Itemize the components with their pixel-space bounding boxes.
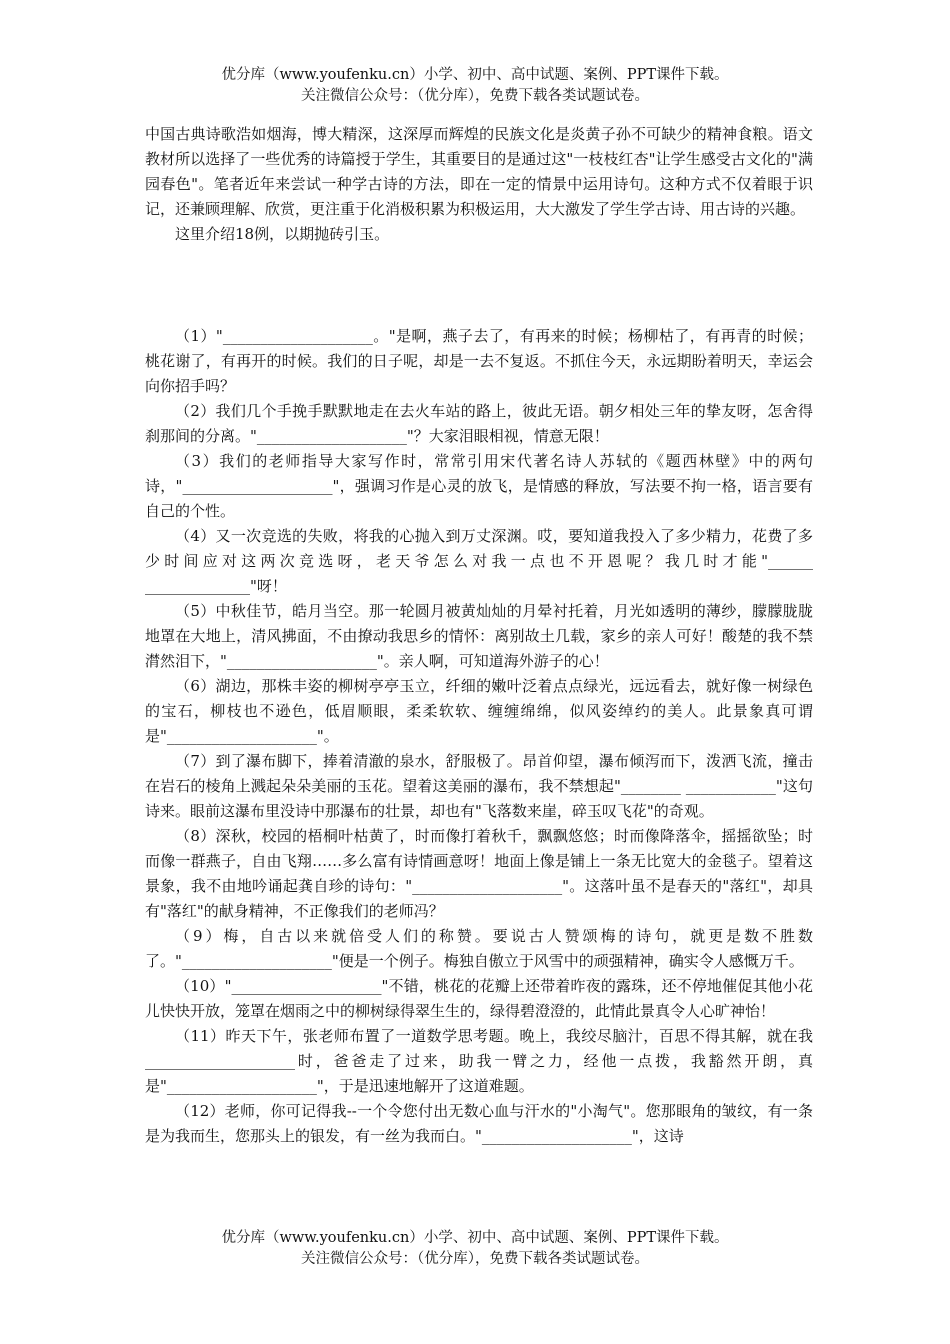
exercise-item-4: （4）又一次竞选的失败，将我的心抛入到万丈深渊。哎，要知道我投入了多少精力，花费了多少时间应对这两次竞选呀，老天爷怎么对我一点也不开恩呢？我几时才能"______ ______________"呀！: [145, 527, 813, 595]
page-footer: [0, 1228, 950, 1270]
header-line-1: 优分库（www.youfenku.cn）小学、初中、高中试题、案例、PPT课件下载。: [221, 67, 729, 83]
exercise-item-7: （7）到了瀑布脚下，捧着清澈的泉水，舒服极了。昂首仰望，瀑布倾泻而下，泼洒飞流，撞击在岩石的棱角上溅起朵朵美丽的玉花。望着这美丽的瀑布，我不禁想起"________ ____________"这句诗来。眼前这瀑布里没诗中那瀑布的壮景，却也有"飞落数来崖，碎玉叹飞花"的奇观。: [145, 752, 813, 820]
exercise-item-6: （6）湖边，那株丰姿的柳树亭亭玉立，纤细的嫩叶泛着点点绿光，远远看去，就好像一树绿色的宝石，柳枝也不逊色，低眉顺眼，柔柔软软、缠缠绵绵，似风姿绰约的美人。此景象真可谓是"____________________"。: [145, 677, 813, 745]
exercise-item-9: （9）梅，自古以来就倍受人们的称赞。要说古人赞颂梅的诗句，就更是数不胜数了。"____________________"便是一个例子。梅独自傲立于风雪中的顽强精神，确实令人感慨万千。: [145, 927, 813, 970]
exercise-item-1: （1）"____________________。"是啊，燕子去了，有再来的时候；杨柳枯了，有再青的时候；桃花谢了，有再开的时候。我们的日子呢，却是一去不复返。不抓住今天，永远期盼着明天，幸运会向你招手吗？: [145, 327, 813, 395]
exercise-item-12: （12）老师，你可记得我--一个令您付出无数心血与汗水的"小淘气"。您那眼角的皱纹，有一条是为我而生，您那头上的银发，有一丝为我而白。"____________________"，这诗: [145, 1102, 813, 1145]
footer-line-2: 关注微信公众号：（优分库），免费下载各类试题试卷。: [301, 1251, 649, 1267]
exercise-item-11: （11）昨天下午，张老师布置了一道数学思考题。晚上，我绞尽脑汁，百思不得其解，就在我____________________时，爸爸走了过来，助我一臂之力，经他一点拨，我豁然开朗，真是"____________________"，于是迅速地解开了这道难题。: [145, 1027, 813, 1095]
exercise-item-10: （10）"____________________"不错，桃花的花瓣上还带着昨夜的露珠，还不停地催促其他小花儿快快开放，笼罩在烟雨之中的柳树绿得翠生生的，绿得碧澄澄的，此情此景真令人心旷神怡！: [145, 977, 813, 1020]
intro-section: [145, 122, 813, 247]
footer-line-1: 优分库（www.youfenku.cn）小学、初中、高中试题、案例、PPT课件下载。: [221, 1230, 729, 1246]
exercise-item-3: （3）我们的老师指导大家写作时，常常引用宋代著名诗人苏轼的《题西林壁》中的两句诗，"____________________"，强调习作是心灵的放飞，是情感的释放，写法要不拘一格，语言要有自己的个性。: [145, 452, 813, 520]
intro-note: 这里介绍18例，以期抛砖引玉。: [175, 225, 390, 243]
header-line-2: 关注微信公众号：（优分库），免费下载各类试题试卷。: [301, 88, 649, 104]
page-header: [0, 65, 950, 107]
exercise-item-8: （8）深秋，校园的梧桐叶枯黄了，时而像打着秋千，飘飘悠悠；时而像降落伞，摇摇欲坠；时而像一群燕子，自由飞翔……多么富有诗情画意呀！地面上像是铺上一条无比宽大的金毯子。望着这景象，我不由地吟诵起龚自珍的诗句："____________________"。这落叶虽不是春天的"落红"，却具有"落红"的献身精神，不正像我们的老师冯？: [145, 827, 813, 920]
intro-paragraph: 中国古典诗歌浩如烟海，博大精深，这深厚而辉煌的民族文化是炎黄子孙不可缺少的精神食粮。语文教材所以选择了一些优秀的诗篇授于学生，其重要目的是通过这"一枝枝红杏"让学生感受古文化的"满园春色"。笔者近年来尝试一种学古诗的方法，即在一定的情景中运用诗句。这种方式不仅着眼于识记，还兼顾理解、欣赏，更注重于化消极积累为积极运用，大大激发了学生学古诗、用古诗的兴趣。: [145, 125, 813, 218]
exercise-item-2: （2）我们几个手挽手默默地走在去火车站的路上，彼此无语。朝夕相处三年的挚友呀，怎舍得刹那间的分离。"____________________"？大家泪眼相视，情意无限！: [145, 402, 813, 445]
exercise-item-5: （5）中秋佳节，皓月当空。那一轮圆月被黄灿灿的月晕衬托着，月光如透明的薄纱，朦朦胧胧地罩在大地上，清风拂面，不由撩动我思乡的情怀：离别故土几载，家乡的亲人可好！酸楚的我不禁潸然泪下，"____________________"。亲人啊，可知道海外游子的心！: [145, 602, 813, 670]
exercise-list: [145, 324, 813, 1149]
